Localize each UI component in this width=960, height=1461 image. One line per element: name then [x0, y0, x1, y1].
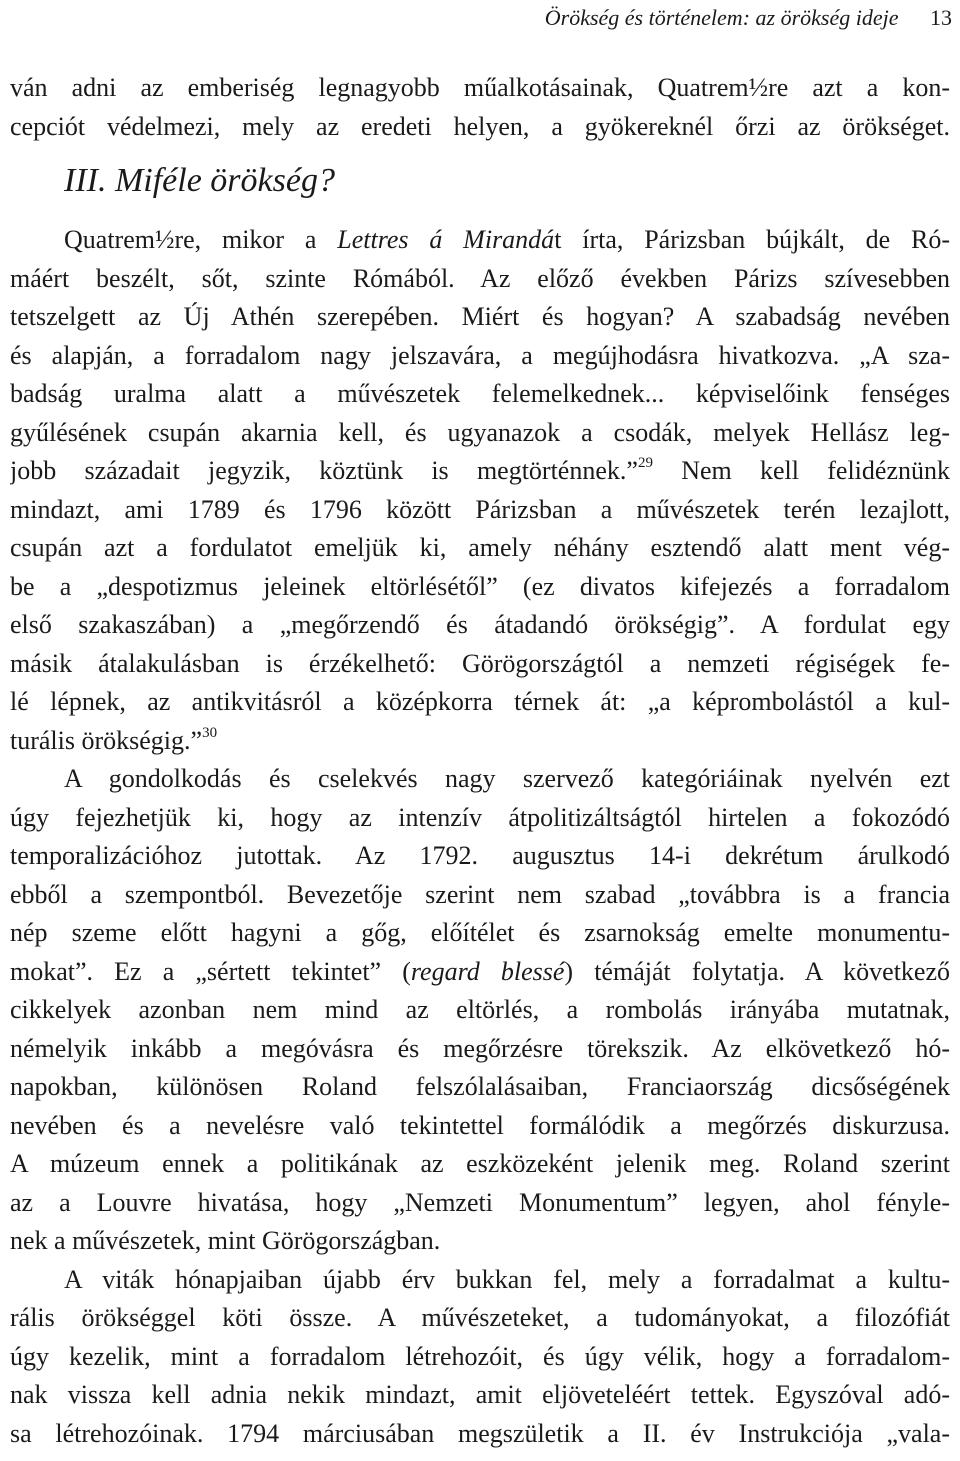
- running-title: Örökség és történelem: az örökség ideje: [544, 5, 899, 30]
- text-line: [10, 760, 950, 799]
- text-line: [10, 375, 950, 414]
- paragraph: [10, 221, 950, 760]
- text-segment: ván adni az emberiség legnagyobb műalkotásainak, Quatrem½re azt a kon-: [10, 73, 950, 102]
- section-heading: III. Miféle örökség?: [64, 162, 335, 199]
- paragraph: [10, 760, 950, 1261]
- text-line: [10, 1299, 950, 1338]
- italic-text: Lettres á Mirandá: [337, 225, 555, 254]
- text-segment: ebből a szempontból. Bevezetője szerint nem szabad „továbbra is a francia: [10, 879, 950, 909]
- text-line: [10, 1222, 950, 1261]
- text-segment: turális örökségig.”: [10, 725, 203, 755]
- text-line: [10, 991, 950, 1030]
- text-segment: cepciót védelmezi, mely az eredeti helyen, a gyökereknél őrzi az örökséget.: [10, 111, 950, 141]
- footnote-ref: 29: [637, 455, 653, 472]
- text-line: [10, 69, 950, 108]
- paragraph: [10, 1261, 950, 1454]
- text-segment: tetszelgett az Új Athén szerepében. Miért és hogyan? A szabadság nevében: [10, 302, 950, 331]
- text-segment: máért beszélt, sőt, szinte Rómából. Az előző években Párizs szívesebben: [10, 263, 950, 293]
- text-line: [10, 914, 950, 953]
- text-segment: t írta, Párizsban bújkált, de Ró-: [554, 225, 950, 254]
- text-segment: ) témáját folytatja. A következő: [564, 956, 950, 986]
- text-line: [10, 1376, 950, 1415]
- text-line: [10, 1338, 950, 1377]
- text-line: [10, 529, 950, 568]
- text-segment: némelyik inkább a megóvásra és megőrzésre törekszik. Az elkövetkező hó-: [10, 1033, 950, 1063]
- text-segment: első szakaszában) a „megőrzendő és átadandó örökségig”. A fordulat egy: [10, 610, 950, 639]
- text-line: [10, 1145, 950, 1184]
- text-segment: temporalizációhoz jutottak. Az 1792. augusztus 14-i dekrétum árulkodó: [10, 841, 950, 870]
- text-line: [10, 645, 950, 684]
- text-segment: úgy fejezhetjük ki, hogy az intenzív átpolitizáltságtól hirtelen a fokozódó: [10, 802, 950, 832]
- text-segment: be a „despotizmus jeleinek eltörlésétől” (ez divatos kifejezés a forradalom: [10, 571, 950, 601]
- text-line: [10, 491, 950, 530]
- text-segment: jobb századait jegyzik, köztünk is megtörténnek.”: [10, 456, 638, 485]
- text-segment: másik átalakulásban is érzékelhető: Görögországtól a nemzeti régiségek fe-: [10, 648, 950, 678]
- text-segment: badság uralma alatt a művészetek felemelkednek... képviselőink fenséges: [10, 379, 950, 408]
- text-segment: úgy kezelik, mint a forradalom létrehozóit, és úgy vélik, hogy a forradalom-: [10, 1341, 950, 1371]
- text-line: [10, 1184, 950, 1223]
- text-line: [10, 837, 950, 876]
- text-line: [10, 606, 950, 645]
- text-segment: lé lépnek, az antikvitásról a középkorra térnek át: „a képrombolástól a kul-: [10, 687, 950, 716]
- text-segment: sa létrehozóinak. 1794 márciusában megszületik a II. év Instrukciója „vala-: [10, 1418, 950, 1448]
- text-segment: Nem kell felidéznünk: [652, 456, 950, 485]
- text-line: [10, 722, 950, 761]
- text-segment: Quatrem½re, mikor a: [64, 225, 338, 254]
- text-line: [10, 108, 950, 147]
- running-header: [545, 4, 952, 32]
- text-line: [10, 298, 950, 337]
- text-line: [10, 221, 950, 260]
- text-line: [10, 876, 950, 915]
- page-body: [10, 69, 950, 1453]
- text-segment: cikkelyek azonban nem mind az eltörlés, a rombolás irányába mutatnak,: [10, 995, 950, 1024]
- text-line: [10, 414, 950, 453]
- footnote-ref: 30: [202, 724, 218, 741]
- text-segment: A gondolkodás és cselekvés nagy szervező kategóriáinak nyelvén ezt: [64, 764, 950, 793]
- text-segment: A viták hónapjaiban újabb érv bukkan fel, mely a forradalmat a kultu-: [64, 1264, 950, 1294]
- text-line: [10, 683, 950, 722]
- text-line: [10, 452, 950, 491]
- page-number: 13: [930, 5, 952, 30]
- text-segment: nevében és a nevelésre való tekintettel formálódik a megőrzés diskurzusa.: [10, 1110, 950, 1140]
- text-line: [10, 1107, 950, 1146]
- text-line: [10, 1068, 950, 1107]
- text-line: [10, 1261, 950, 1300]
- text-segment: gyűlésének csupán akarnia kell, és ugyanazok a csodák, melyek Hellász leg-: [10, 417, 950, 447]
- text-segment: A múzeum ennek a politikának az eszközeként jelenik meg. Roland szerint: [10, 1149, 950, 1178]
- text-segment: az a Louvre hivatása, hogy „Nemzeti Monumentum” legyen, ahol fényle-: [10, 1187, 950, 1217]
- text-line: [10, 799, 950, 838]
- text-segment: mokat”. Ez a „sértett tekintet” (: [10, 956, 411, 986]
- text-segment: nép szeme előtt hagyni a gőg, előítélet és zsarnokság emelte monumentu-: [10, 918, 950, 947]
- text-segment: napokban, különösen Roland felszólalásaiban, Franciaország dicsőségének: [10, 1072, 950, 1101]
- text-segment: és alapján, a forradalom nagy jelszavára, a megújhodásra hivatkozva. „A sza-: [10, 340, 950, 370]
- text-segment: csupán azt a fordulatot emeljük ki, amely néhány esztendő alatt ment vég-: [10, 533, 950, 562]
- text-line: [10, 568, 950, 607]
- text-segment: mindazt, ami 1789 és 1796 között Párizsban a művészetek terén lezajlott,: [10, 494, 950, 524]
- text-line: [10, 1030, 950, 1069]
- text-segment: nek a művészetek, mint Görögországban.: [10, 1226, 441, 1255]
- text-line: [10, 337, 950, 376]
- text-line: [10, 1415, 950, 1454]
- text-line: [10, 953, 950, 992]
- text-segment: nak vissza kell adnia nekik mindazt, amit eljöveteléért tettek. Egyszóval adó-: [10, 1380, 950, 1409]
- text-segment: rális örökséggel köti össze. A művészeteket, a tudományokat, a filozófiát: [10, 1303, 950, 1332]
- text-line: [10, 260, 950, 299]
- paragraph: [10, 69, 950, 146]
- italic-text: regard blessé: [410, 956, 565, 986]
